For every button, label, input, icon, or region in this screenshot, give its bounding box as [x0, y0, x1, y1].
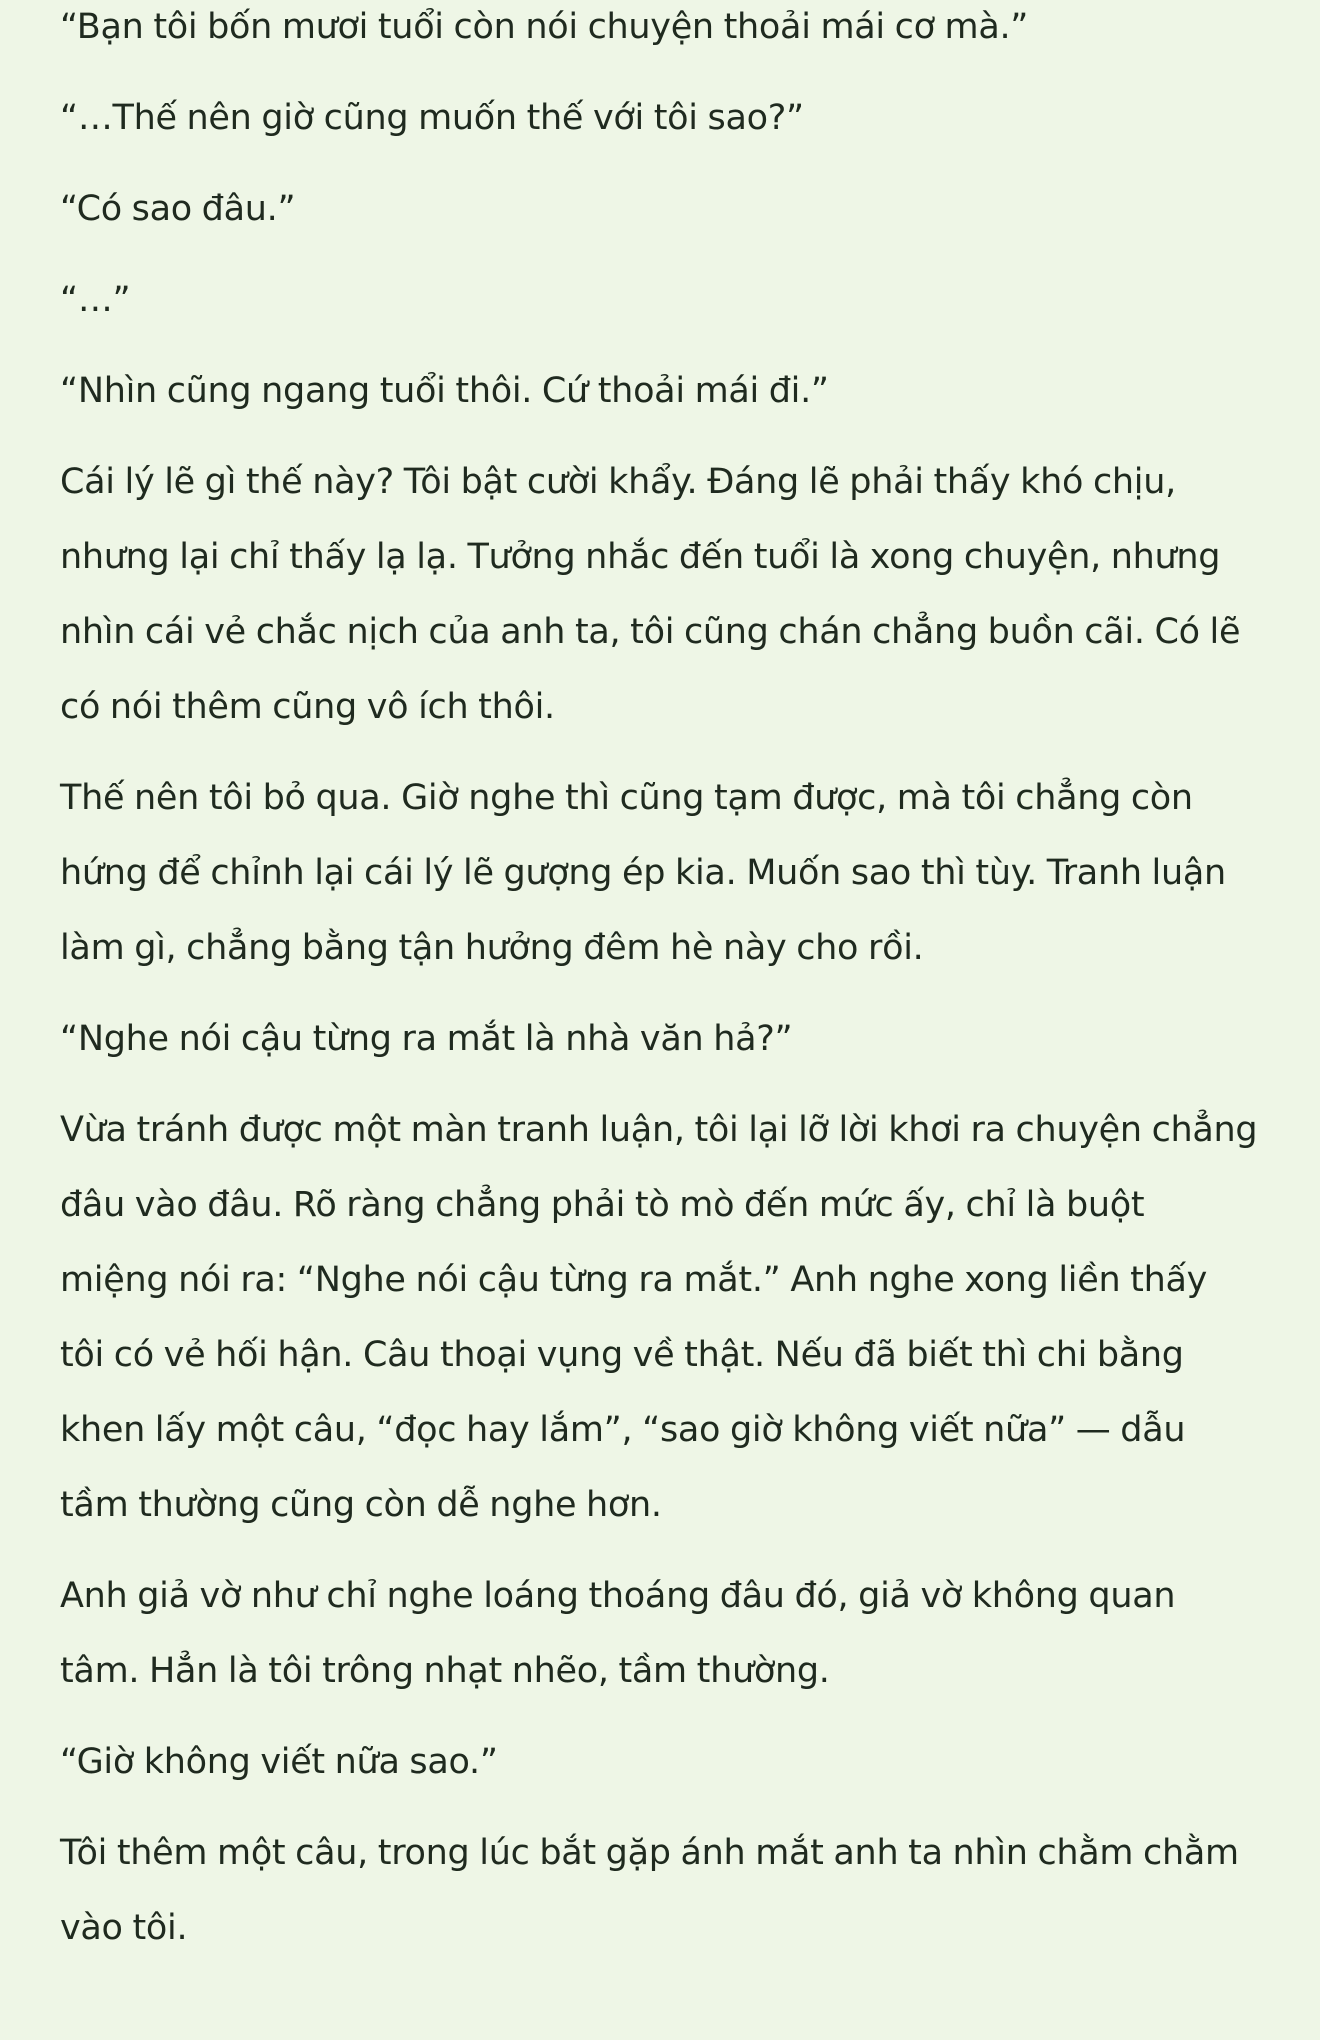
paragraph: Anh giả vờ như chỉ nghe loáng thoáng đâu đó, giả vờ không quan tâm. Hẳn là tôi trông nhạt nhẽo, tầm thường.	[60, 1576, 1176, 1691]
paragraph: “Bạn tôi bốn mươi tuổi còn nói chuyện thoải mái cơ mà.”	[60, 7, 1029, 47]
paragraph: Tôi thêm một câu, trong lúc bắt gặp ánh mắt anh ta nhìn chằm chằm vào tôi.	[60, 1833, 1239, 1948]
paragraph: “Giờ không viết nữa sao.”	[60, 1742, 498, 1782]
paragraph: “…Thế nên giờ cũng muốn thế với tôi sao?”	[60, 98, 804, 138]
paragraph: Vừa tránh được một màn tranh luận, tôi lại lỡ lời khơi ra chuyện chẳng đâu vào đâu. Rõ ràng chẳng phải tò mò đến mức ấy, chỉ là buột miệng nói ra: “Nghe nói cậu từng ra mắt.” Anh nghe xong liền thấy tôi có vẻ hối hận. Câu thoại vụng về thật. Nếu đã biết thì chi bằng khen lấy một câu, “đọc hay lắm”, “sao giờ không viết nữa” — dẫu tầm thường cũng còn dễ nghe hơn.	[60, 1110, 1258, 1525]
paragraph: “Có sao đâu.”	[60, 189, 296, 229]
paragraph: “…”	[60, 280, 131, 320]
paragraph: “Nghe nói cậu từng ra mắt là nhà văn hả?”	[60, 1019, 793, 1059]
paragraph: “Nhìn cũng ngang tuổi thôi. Cứ thoải mái đi.”	[60, 371, 829, 411]
chapter-text	[60, 0, 1260, 1966]
paragraph: Cái lý lẽ gì thế này? Tôi bật cười khẩy. Đáng lẽ phải thấy khó chịu, nhưng lại chỉ thấy lạ lạ. Tưởng nhắc đến tuổi là xong chuyện, nhưng nhìn cái vẻ chắc nịch của anh ta, tôi cũng chán chẳng buồn cãi. Có lẽ có nói thêm cũng vô ích thôi.	[60, 462, 1241, 727]
paragraph: Thế nên tôi bỏ qua. Giờ nghe thì cũng tạm được, mà tôi chẳng còn hứng để chỉnh lại cái lý lẽ gượng ép kia. Muốn sao thì tùy. Tranh luận làm gì, chẳng bằng tận hưởng đêm hè này cho rồi.	[60, 778, 1226, 968]
